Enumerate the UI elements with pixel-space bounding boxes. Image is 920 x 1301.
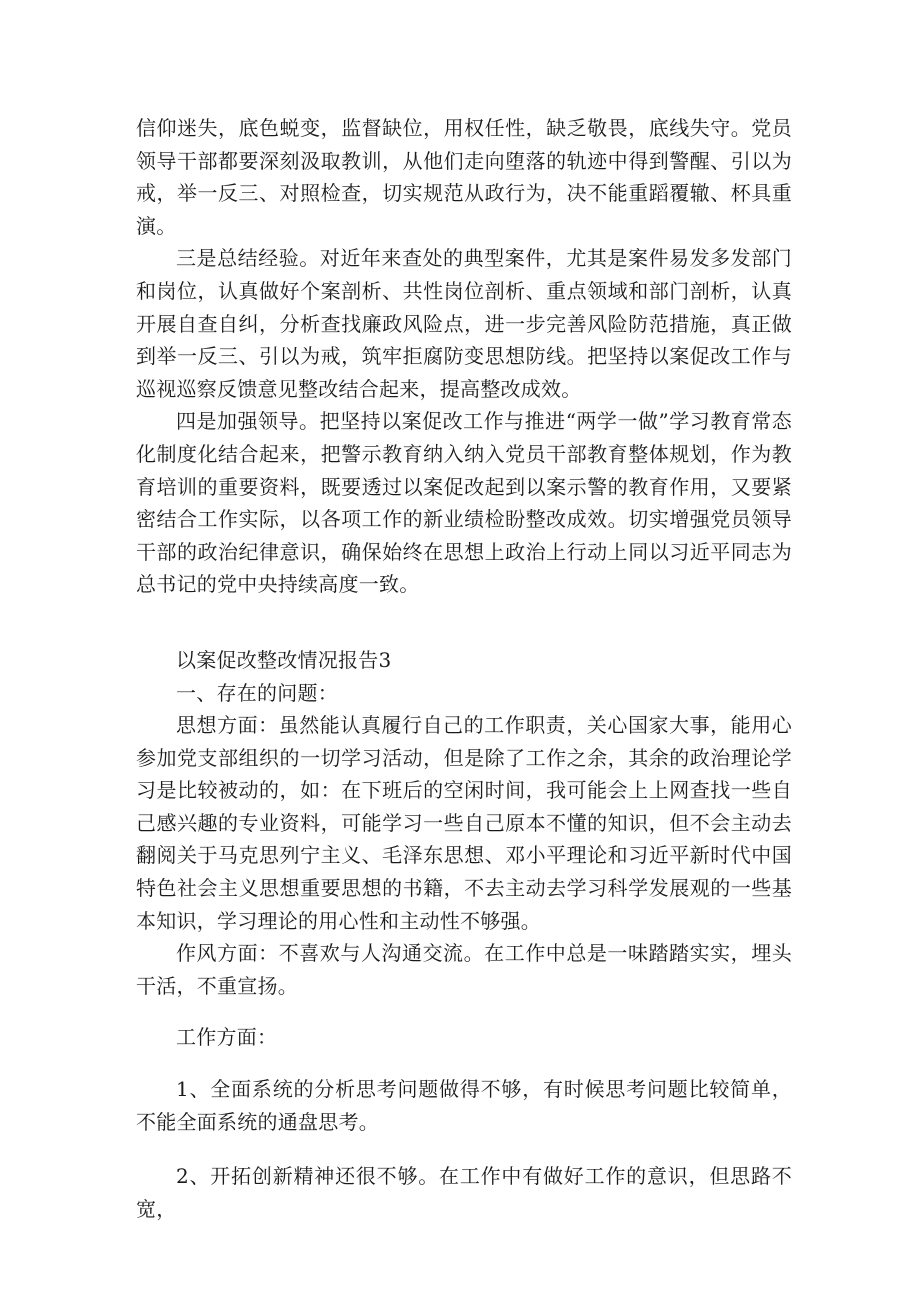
heading-work-aspect: 工作方面：: [176, 1025, 278, 1050]
paragraph-style-aspect: 作风方面：不喜欢与人沟通交流。在工作中总是一味踏踏实实，埋头干活，不重宣扬。: [136, 941, 792, 998]
work-item-2: 2、开拓创新精神还很不够。在工作中有做好工作的意识，但思路不宽，: [136, 1164, 792, 1221]
document-body: [136, 112, 792, 1225]
heading-existing-problems: 一、存在的问题：: [176, 680, 338, 705]
paragraph-summarize-experience: 三是总结经验。对近年来查处的典型案件，尤其是案件易发多发部门和岗位，认真做好个案剖析、共性岗位剖析、重点领域和部门剖析，认真开展自查自纠，分析查找廉政风险点，进一步完善风险防范措施，真正做到举一反三、引以为戒，筑牢拒腐防变思想防线。把坚持以案促改工作与巡视巡察反馈意见整改结合起来，提高整改成效。: [136, 246, 792, 401]
work-item-1: 1、全面系统的分析思考问题做得不够，有时候思考问题比较简单，不能全面系统的通盘思考。: [136, 1077, 792, 1134]
section-title: 以案促改整改情况报告3: [176, 647, 392, 672]
paragraph-strengthen-leadership: 四是加强领导。把坚持以案促改工作与推进“两学一做”学习教育常态化制度化结合起来，把警示教育纳入纳入党员干部教育整体规划，作为教育培训的重要资料，既要透过以案促改起到以案示警的教育作用，又要紧密结合工作实际，以各项工作的新业绩检盼整改成效。切实增强党员领导干部的政治纪律意识，确保始终在思想上政治上行动上同以习近平同志为总书记的党中央持续高度一致。: [136, 409, 792, 597]
paragraph-lessons: 信仰迷失，底色蜕变，监督缺位，用权任性，缺乏敬畏，底线失守。党员领导干部都要深刻汲取教训，从他们走向堕落的轨迹中得到警醒、引以为戒，举一反三、对照检查，切实规范从政行为，决不能重蹈覆辙、杯具重演。: [136, 116, 792, 238]
paragraph-thought-aspect: 思想方面：虽然能认真履行自己的工作职责，关心国家大事，能用心参加党支部组织的一切学习活动，但是除了工作之余，其余的政治理论学习是比较被动的，如：在下班后的空闲时间，我可能会上上网查找一些自己感兴趣的专业资料，可能学习一些自己原本不懂的知识，但不会主动去翻阅关于马克思列宁主义、毛泽东思想、邓小平理论和习近平新时代中国特色社会主义思想重要思想的书籍，不去主动去学习科学发展观的一些基本知识，学习理论的用心性和主动性不够强。: [136, 713, 792, 933]
